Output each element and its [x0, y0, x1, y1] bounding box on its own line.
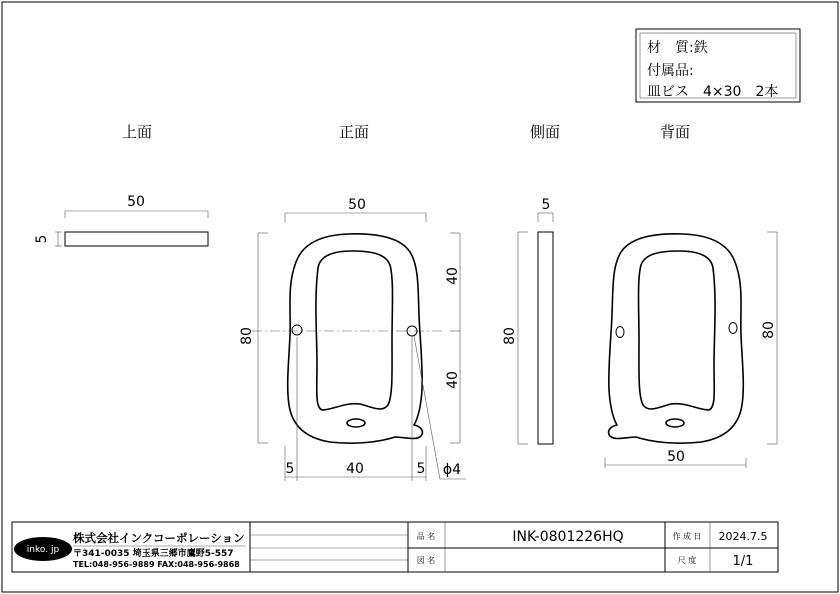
front-upper-dim: 40 — [445, 267, 461, 285]
front-width-dim: 50 — [348, 197, 366, 213]
title-block — [12, 522, 778, 572]
spec-screws: 皿ビス 4×30 2本 — [647, 84, 779, 100]
side-height-dim: 80 — [502, 327, 518, 345]
company-address: 〒341-0035 埼玉県三郷市鷹野5-557 — [73, 549, 234, 559]
back-view — [605, 232, 777, 468]
view-label-side: 側面 — [529, 123, 561, 141]
back-lower-slot — [666, 419, 684, 427]
drawing-name-label: 図 名 — [416, 556, 436, 565]
front-lower-dim: 40 — [445, 371, 461, 389]
front-hole-diameter-dim: ϕ4 — [442, 462, 462, 478]
company-phone: TEL:048-956-9889 FAX:048-956-9868 — [73, 560, 240, 569]
side-thickness-dim: 5 — [541, 197, 551, 213]
back-inner-opening — [639, 251, 716, 410]
front-right-margin-dim: 5 — [416, 461, 426, 477]
top-thickness-dim: 5 — [34, 234, 50, 244]
front-view — [239, 197, 466, 481]
top-width-dim: 50 — [127, 194, 145, 210]
back-mount-hole-left — [616, 327, 624, 338]
company-logo-text: inko. jp — [26, 545, 60, 555]
view-label-back: 背面 — [659, 123, 691, 141]
spec-box — [636, 29, 800, 102]
created-date-label: 作 成 日 — [672, 532, 702, 541]
side-view-outline — [538, 232, 553, 444]
front-hole-leader — [414, 336, 440, 479]
front-hole-span-dim: 40 — [346, 461, 364, 477]
back-body-group — [609, 234, 744, 443]
side-view — [502, 197, 553, 444]
product-name-value: INK-0801226HQ — [512, 529, 624, 545]
front-body-outline — [288, 234, 423, 443]
company-name: 株式会社インクコーポレーション — [73, 531, 245, 545]
front-mount-hole-left — [292, 325, 302, 335]
spec-accessories: 付属品: — [647, 63, 694, 79]
top-view — [34, 194, 208, 246]
front-lower-slot — [347, 419, 365, 427]
product-name-label: 品 名 — [416, 532, 436, 541]
view-label-top: 上面 — [121, 123, 153, 141]
front-height-dim: 80 — [239, 327, 255, 345]
front-inner-opening — [316, 251, 393, 410]
back-width-dim: 50 — [667, 449, 685, 465]
back-height-dim: 80 — [761, 321, 777, 339]
spec-material: 材 質:鉄 — [647, 40, 708, 56]
scale-value: 1/1 — [732, 554, 754, 569]
top-view-outline — [65, 232, 208, 246]
created-date-value: 2024.7.5 — [718, 530, 768, 543]
back-body-outline — [609, 234, 744, 443]
scale-label: 尺 度 — [677, 556, 697, 565]
view-label-front: 正面 — [338, 123, 370, 141]
back-mount-hole-right — [729, 323, 737, 334]
front-left-margin-dim: 5 — [285, 461, 295, 477]
